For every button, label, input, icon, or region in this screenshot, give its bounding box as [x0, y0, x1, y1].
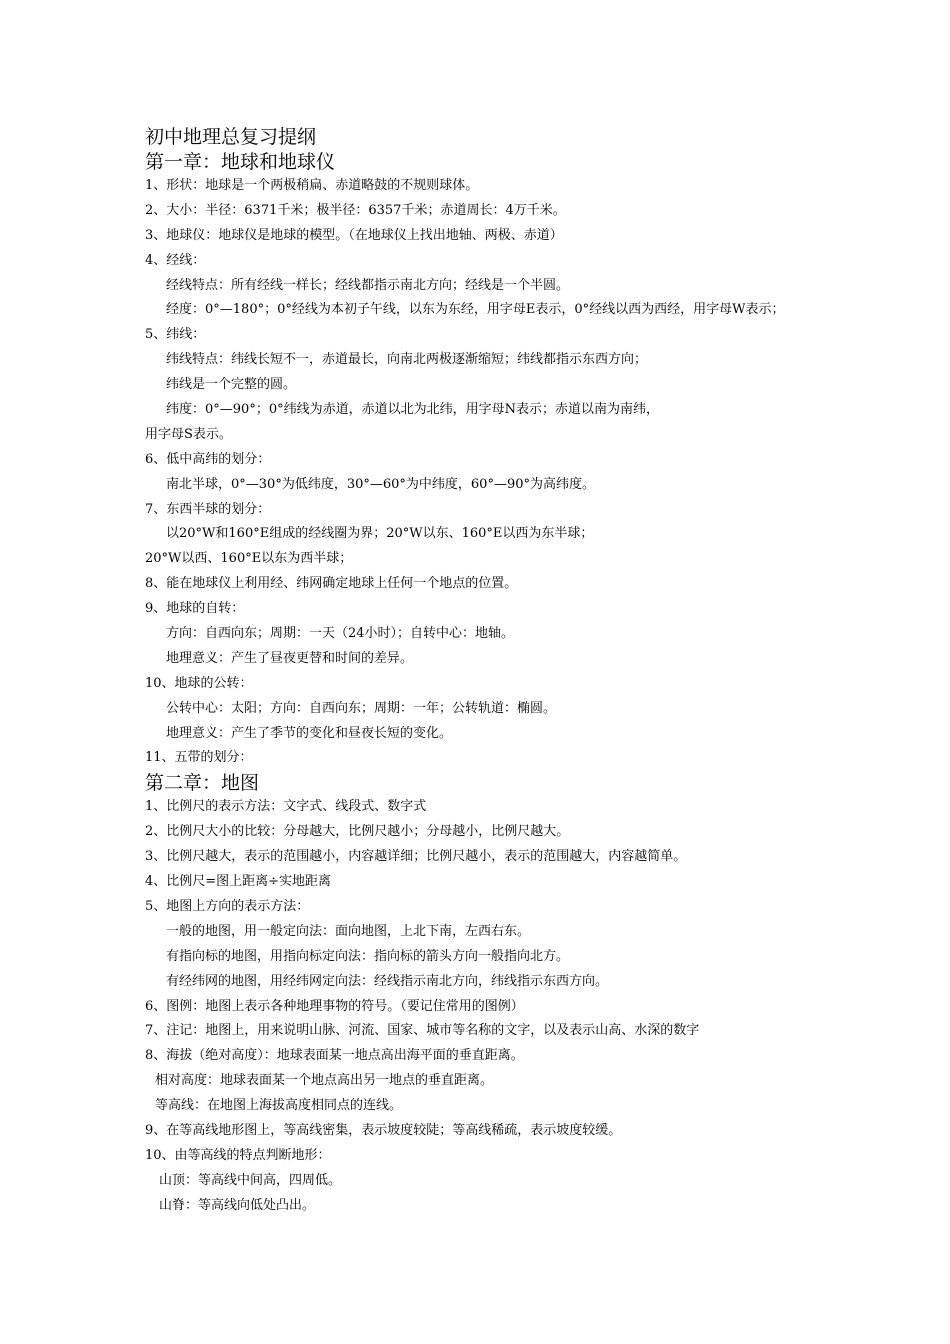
paragraph: 3、比例尺越大，表示的范围越小，内容越详细；比例尺越小，表示的范围越大，内容越简单。 — [145, 849, 687, 865]
chapter-1-heading: 第一章：地球和地球仪 — [145, 151, 336, 173]
paragraph: 10、由等高线的特点判断地形： — [145, 1147, 331, 1163]
paragraph: 有经纬网的地图，用经纬网定向法：经线指示南北方向，纬线指示东西方向。 — [166, 973, 609, 989]
paragraph: 4、经线： — [145, 252, 206, 268]
paragraph: 纬线特点：纬线长短不一，赤道最长，向南北两极逐渐缩短；纬线都指示东西方向； — [166, 352, 648, 368]
paragraph: 7、东西半球的划分： — [145, 501, 271, 517]
paragraph: 地理意义：产生了昼夜更替和时间的差异。 — [166, 650, 414, 666]
paragraph: 10、地球的公转： — [145, 675, 253, 691]
paragraph: 2、比例尺大小的比较：分母越大，比例尺越小；分母越小，比例尺越大。 — [145, 824, 570, 840]
paragraph: 经线特点：所有经线一样长；经线都指示南北方向；经线是一个半圆。 — [166, 277, 570, 293]
paragraph: 山顶：等高线中间高，四周低。 — [159, 1172, 342, 1188]
paragraph: 南北半球，0°—30°为低纬度，30°—60°为中纬度，60°—90°为高纬度。 — [166, 476, 595, 492]
paragraph: 20°W以西、160°E以东为西半球； — [145, 551, 353, 567]
paragraph: 山脊：等高线向低处凸出。 — [159, 1197, 316, 1213]
chapter-2-heading: 第二章：地图 — [145, 772, 260, 795]
paragraph: 1、形状：地球是一个两极稍扁、赤道略鼓的不规则球体。 — [145, 178, 479, 193]
paragraph: 以20°W和160°E组成的经线圈为界；20°W以东、160°E以西为东半球； — [166, 526, 594, 542]
paragraph: 3、地球仪：地球仪是地球的模型。（在地球仪上找出地轴、两极、赤道） — [145, 227, 563, 243]
paragraph: 纬度：0°—90°；0°纬线为赤道，赤道以北为北纬，用字母N表示；赤道以南为南纬， — [166, 402, 659, 418]
paragraph: 一般的地图，用一般定向法：面向地图，上北下南，左西右东。 — [166, 923, 531, 939]
paragraph: 8、海拔（绝对高度）：地球表面某一地点高出海平面的垂直距离。 — [145, 1048, 524, 1064]
paragraph: 1、比例尺的表示方法：文字式、线段式、数字式 — [145, 799, 427, 815]
paragraph: 用字母S表示。 — [145, 426, 232, 442]
paragraph: 9、在等高线地形图上，等高线密集，表示坡度较陡；等高线稀疏，表示坡度较缓。 — [145, 1122, 622, 1138]
document-body — [145, 124, 865, 1219]
paragraph: 11、五带的划分： — [145, 750, 253, 766]
paragraph: 等高线：在地图上海拔高度相同点的连线。 — [155, 1098, 403, 1114]
paragraph: 9、地球的自转： — [145, 601, 245, 617]
paragraph: 6、图例：地图上表示各种地理事物的符号。（要记住常用的图例） — [145, 998, 524, 1014]
paragraph: 5、纬线： — [145, 327, 206, 343]
paragraph: 纬线是一个完整的圆。 — [166, 377, 297, 393]
paragraph: 8、能在地球仪上利用经、纬网确定地球上任何一个地点的位置。 — [145, 576, 518, 592]
paragraph: 7、注记：地图上，用来说明山脉、河流、国家、城市等名称的文字，以及表示山高、水深的数字 — [145, 1023, 700, 1039]
paragraph: 2、大小：半径：6371千米；极半径：6357千米；赤道周长：4万千米。 — [145, 202, 566, 218]
paragraph: 4、比例尺=图上距离÷实地距离 — [145, 874, 332, 890]
paragraph: 经度：0°—180°；0°经线为本初子午线，以东为东经，用字母E表示，0°经线以西为西经，用字母W表示； — [166, 302, 785, 318]
paragraph: 有指向标的地图，用指向标定向法：指向标的箭头方向一般指向北方。 — [166, 948, 570, 964]
paragraph: 5、地图上方向的表示方法： — [145, 898, 310, 914]
paragraph: 方向：自西向东；周期：一天（24小时）；自转中心：地轴。 — [166, 626, 515, 642]
document-title: 初中地理总复习提纲 — [145, 126, 317, 148]
paragraph: 相对高度：地球表面某一个地点高出另一地点的垂直距离。 — [155, 1073, 494, 1089]
paragraph: 地理意义：产生了季节的变化和昼夜长短的变化。 — [166, 725, 453, 741]
paragraph: 6、低中高纬的划分： — [145, 451, 271, 467]
paragraph: 公转中心：太阳；方向：自西向东；周期：一年；公转轨道：椭圆。 — [166, 700, 557, 716]
